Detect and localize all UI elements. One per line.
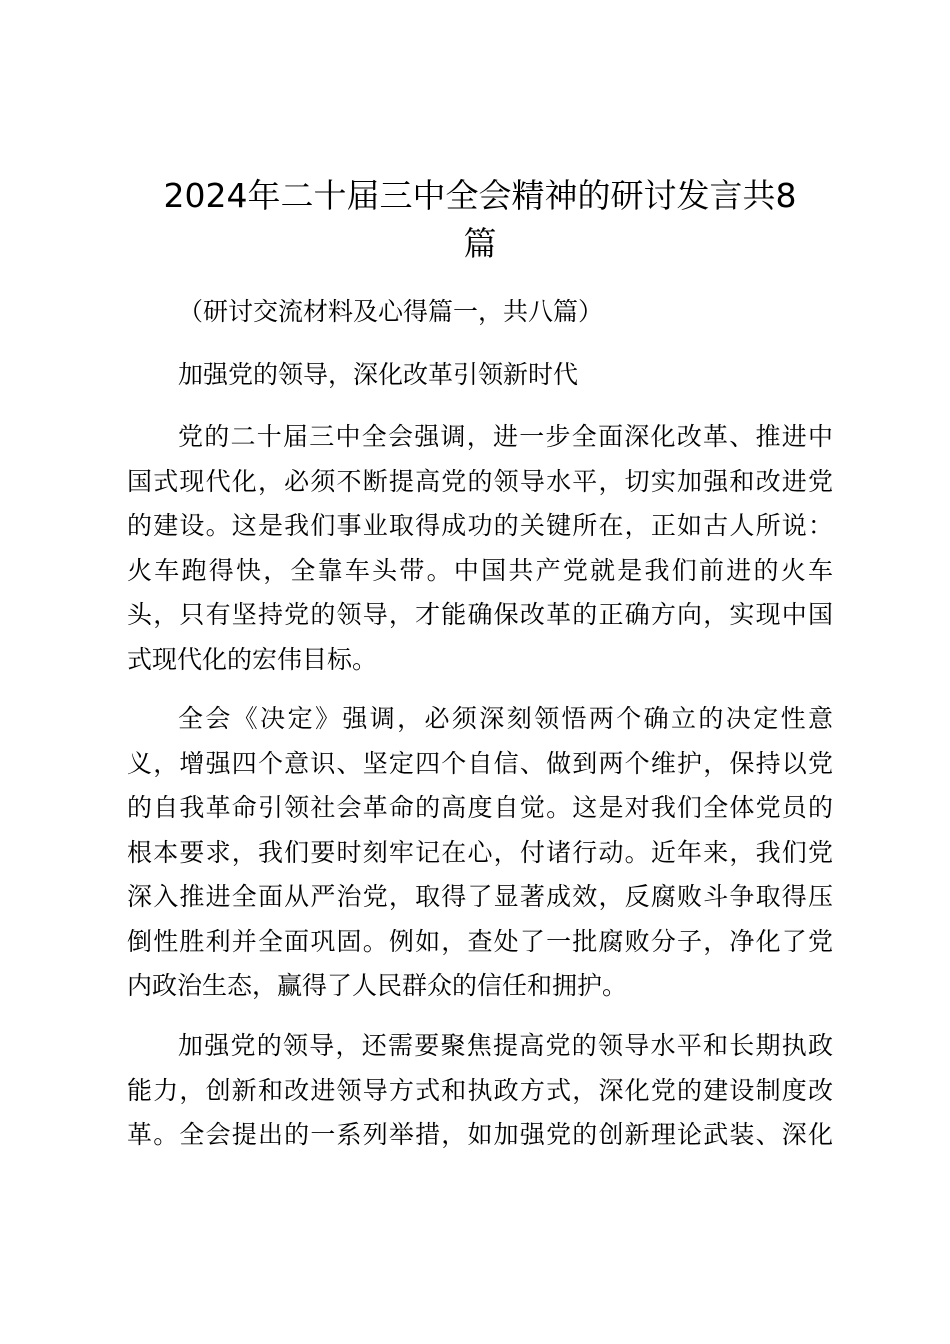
title-line-1: 2024年二十届三中全会精神的研讨发言共8 [163,176,797,215]
paragraph-1 [127,415,833,682]
title-line-2: 篇 [463,224,497,263]
paragraph-line: 内政治生态，赢得了人民群众的信任和拥护。 [127,971,628,1000]
paragraph-line: 的建设。这是我们事业取得成功的关键所在，正如古人所说： [127,511,833,540]
paragraph-line: 全会《决定》强调，必须深刻领悟两个确立的决定性意 [178,704,833,733]
paragraph-line: 国式现代化，必须不断提高党的领导水平，切实加强和改进党 [127,466,833,496]
paragraph-line: 根本要求，我们要时刻牢记在心，付诸行动。近年来，我们党 [127,837,833,867]
paragraph-line: 革。全会提出的一系列举措，如加强党的创新理论武装、深化 [127,1120,833,1149]
paragraph-2 [127,697,833,1009]
paragraph-line: 火车跑得快，全靠车头带。中国共产党就是我们前进的火车 [127,555,833,585]
document-title [120,172,840,268]
paragraph-line: 式现代化的宏伟目标。 [127,644,378,674]
paragraph-line: 党的二十届三中全会强调，进一步全面深化改革、推进中 [178,422,833,451]
paragraph-line: 义，增强四个意识、坚定四个自信、做到两个维护，保持以党 [127,748,833,778]
section-heading: 加强党的领导，深化改革引领新时代 [178,360,579,389]
paragraph-line: 深入推进全面从严治党，取得了显著成效，反腐败斗争取得压 [127,882,833,911]
paragraph-3 [127,1024,833,1158]
paragraph-line: 倒性胜利并全面巩固。例如，查处了一批腐败分子，净化了党 [127,926,833,956]
paragraph-line: 加强党的领导，还需要聚焦提高党的领导水平和长期执政 [178,1031,833,1060]
paragraph-line: 头，只有坚持党的领导，才能确保改革的正确方向，实现中国 [127,600,833,629]
paragraph-line: 能力，创新和改进领导方式和执政方式，深化党的建设制度改 [127,1075,833,1105]
paragraph-line: 的自我革命引领社会革命的高度自觉。这是对我们全体党员的 [127,793,833,822]
subtitle: （研讨交流材料及心得篇一，共八篇） [178,297,604,326]
